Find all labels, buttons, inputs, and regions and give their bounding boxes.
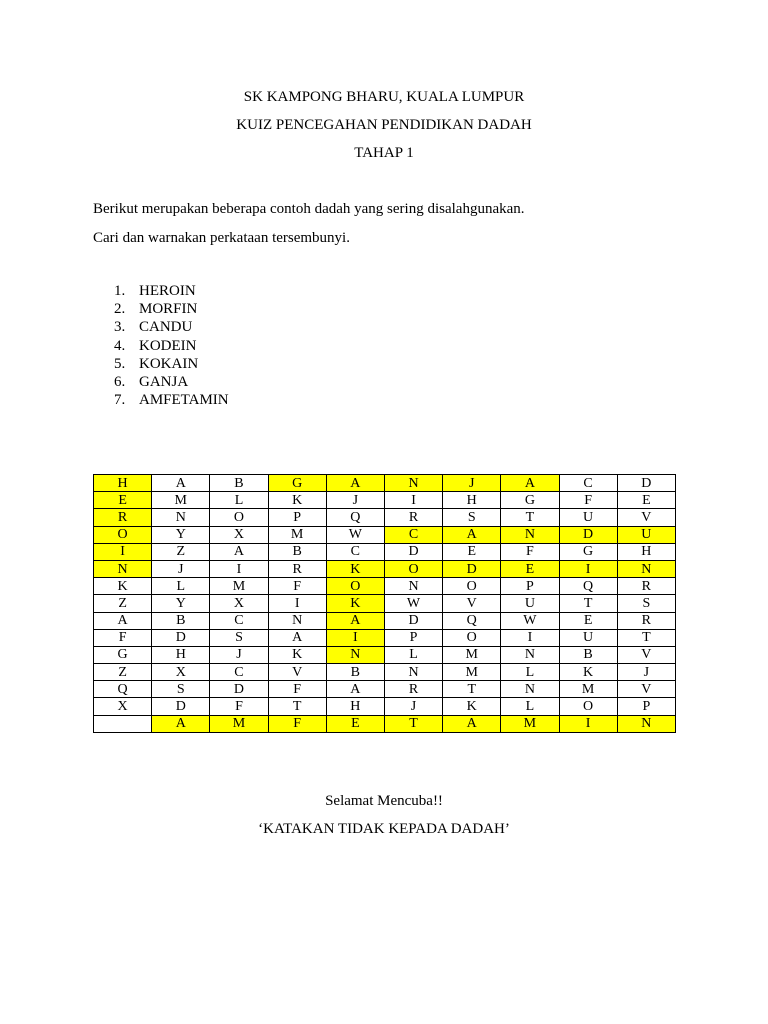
list-word: KOKAIN	[139, 355, 199, 372]
grid-cell: X	[210, 595, 268, 612]
grid-cell: T	[501, 509, 559, 526]
list-item	[93, 282, 229, 300]
grid-cell: J	[210, 646, 268, 663]
grid-cell: J	[326, 492, 384, 509]
grid-cell: F	[268, 715, 326, 732]
list-number: 6.	[114, 373, 126, 390]
grid-row	[94, 698, 676, 715]
grid-cell: A	[326, 475, 384, 492]
grid-cell: L	[152, 578, 210, 595]
grid-cell: D	[210, 681, 268, 698]
grid-row	[94, 664, 676, 681]
list-word: MORFIN	[139, 301, 198, 318]
grid-cell: C	[326, 543, 384, 560]
closing-message: Selamat Mencuba!!	[325, 793, 443, 809]
grid-cell: G	[501, 492, 559, 509]
list-item	[93, 373, 229, 391]
grid-cell: D	[384, 612, 442, 629]
grid-cell: K	[559, 664, 617, 681]
grid-cell: N	[152, 509, 210, 526]
grid-cell: P	[501, 578, 559, 595]
grid-cell: B	[326, 664, 384, 681]
grid-cell: P	[384, 629, 442, 646]
grid-cell: N	[501, 681, 559, 698]
grid-cell: Y	[152, 595, 210, 612]
grid-cell: X	[210, 526, 268, 543]
grid-row	[94, 475, 676, 492]
grid-cell: R	[384, 509, 442, 526]
grid-row	[94, 612, 676, 629]
grid-cell: K	[94, 578, 152, 595]
grid-cell: A	[326, 681, 384, 698]
grid-cell: N	[384, 578, 442, 595]
grid-cell: N	[268, 612, 326, 629]
grid-cell: I	[501, 629, 559, 646]
grid-cell: E	[443, 543, 501, 560]
grid-cell: B	[559, 646, 617, 663]
list-item	[93, 355, 229, 373]
grid-cell: Z	[152, 543, 210, 560]
grid-cell: B	[268, 543, 326, 560]
grid-row	[94, 492, 676, 509]
grid-cell: R	[617, 612, 675, 629]
grid-cell: E	[617, 492, 675, 509]
grid-cell: O	[443, 578, 501, 595]
grid-cell: D	[443, 560, 501, 577]
grid-cell: U	[559, 509, 617, 526]
grid-cell: M	[268, 526, 326, 543]
level-title: TAHAP 1	[354, 145, 414, 161]
grid-cell: A	[268, 629, 326, 646]
intro-line-2: Cari dan warnakan perkataan tersembunyi.	[93, 230, 350, 246]
word-search-grid	[93, 474, 676, 733]
list-word: HEROIN	[139, 283, 196, 299]
grid-cell: I	[384, 492, 442, 509]
grid-cell: N	[617, 715, 675, 732]
grid-row	[94, 646, 676, 663]
grid-cell: E	[94, 492, 152, 509]
grid-cell: M	[210, 578, 268, 595]
grid-cell: K	[268, 646, 326, 663]
grid-cell: A	[443, 715, 501, 732]
grid-cell: N	[94, 560, 152, 577]
grid-cell: K	[326, 560, 384, 577]
quiz-title: KUIZ PENCEGAHAN PENDIDIKAN DADAH	[236, 117, 532, 133]
grid-row	[94, 526, 676, 543]
grid-cell: Q	[94, 681, 152, 698]
grid-cell: M	[559, 681, 617, 698]
intro-line-1: Berikut merupakan beberapa contoh dadah yang sering disalahgunakan.	[93, 201, 525, 217]
grid-cell: J	[384, 698, 442, 715]
grid-cell: K	[268, 492, 326, 509]
grid-row	[94, 578, 676, 595]
grid-cell: D	[559, 526, 617, 543]
grid-row	[94, 509, 676, 526]
list-number: 7.	[114, 392, 126, 409]
grid-cell: T	[617, 629, 675, 646]
grid-cell: C	[384, 526, 442, 543]
grid-cell: S	[210, 629, 268, 646]
grid-cell: O	[326, 578, 384, 595]
list-item	[93, 337, 229, 355]
grid-cell: T	[268, 698, 326, 715]
grid-cell: L	[501, 664, 559, 681]
grid-cell: I	[559, 560, 617, 577]
grid-cell: Y	[152, 526, 210, 543]
school-name: SK KAMPONG BHARU, KUALA LUMPUR	[243, 89, 525, 105]
grid-cell: W	[384, 595, 442, 612]
grid-cell: I	[268, 595, 326, 612]
grid-cell: E	[559, 612, 617, 629]
list-item	[93, 391, 229, 409]
grid-row	[94, 595, 676, 612]
grid-cell: A	[210, 543, 268, 560]
list-number: 5.	[114, 355, 126, 372]
grid-cell: J	[443, 475, 501, 492]
grid-cell: A	[152, 715, 210, 732]
grid-cell: K	[443, 698, 501, 715]
grid-cell: Q	[559, 578, 617, 595]
grid-cell: A	[326, 612, 384, 629]
grid-cell: O	[94, 526, 152, 543]
grid-cell: R	[94, 509, 152, 526]
grid-cell: F	[210, 698, 268, 715]
grid-cell: H	[152, 646, 210, 663]
list-word: AMFETAMIN	[139, 392, 229, 409]
list-number: 1.	[114, 283, 126, 299]
grid-cell: I	[326, 629, 384, 646]
grid-cell: S	[617, 595, 675, 612]
grid-cell: A	[152, 475, 210, 492]
grid-cell: Z	[94, 595, 152, 612]
list-item	[93, 300, 229, 318]
grid-cell: R	[384, 681, 442, 698]
grid-cell: N	[501, 646, 559, 663]
grid-cell: B	[210, 475, 268, 492]
grid-cell: D	[384, 543, 442, 560]
grid-cell: E	[501, 560, 559, 577]
list-number: 4.	[114, 337, 126, 354]
grid-cell: V	[443, 595, 501, 612]
grid-cell: M	[443, 664, 501, 681]
grid-cell: D	[617, 475, 675, 492]
grid-cell: I	[210, 560, 268, 577]
grid-cell: R	[617, 578, 675, 595]
grid-cell: H	[326, 698, 384, 715]
grid-cell: F	[268, 681, 326, 698]
grid-cell: L	[501, 698, 559, 715]
grid-cell: T	[443, 681, 501, 698]
grid-cell: U	[501, 595, 559, 612]
grid-cell: Z	[94, 664, 152, 681]
grid-row	[94, 715, 676, 732]
grid-cell: L	[384, 646, 442, 663]
list-word: CANDU	[139, 319, 193, 336]
grid-cell: N	[326, 646, 384, 663]
grid-cell: D	[152, 698, 210, 715]
grid-row	[94, 681, 676, 698]
grid-cell: J	[152, 560, 210, 577]
grid-cell: A	[501, 475, 559, 492]
grid-cell: M	[443, 646, 501, 663]
grid-cell: F	[501, 543, 559, 560]
grid-cell: O	[559, 698, 617, 715]
grid-cell: N	[384, 664, 442, 681]
grid-cell: I	[559, 715, 617, 732]
grid-cell: F	[94, 629, 152, 646]
grid-cell: X	[152, 664, 210, 681]
list-word: GANJA	[139, 373, 189, 390]
list-word: KODEIN	[139, 337, 197, 354]
grid-row	[94, 543, 676, 560]
grid-cell: X	[94, 698, 152, 715]
grid-cell: K	[326, 595, 384, 612]
grid-cell: G	[559, 543, 617, 560]
grid-cell: U	[617, 526, 675, 543]
grid-cell: G	[94, 646, 152, 663]
grid-cell: N	[384, 475, 442, 492]
grid-cell: C	[559, 475, 617, 492]
grid-cell: M	[210, 715, 268, 732]
grid-cell: I	[94, 543, 152, 560]
list-number: 2.	[114, 301, 126, 318]
grid-row	[94, 629, 676, 646]
grid-cell: E	[326, 715, 384, 732]
grid-cell: D	[152, 629, 210, 646]
grid-cell: V	[268, 664, 326, 681]
grid-cell: F	[559, 492, 617, 509]
grid-cell: L	[210, 492, 268, 509]
grid-cell: O	[210, 509, 268, 526]
grid-cell: A	[443, 526, 501, 543]
grid-cell: J	[617, 664, 675, 681]
grid-cell: N	[617, 560, 675, 577]
grid-cell: W	[326, 526, 384, 543]
grid-cell: W	[501, 612, 559, 629]
grid-cell: M	[501, 715, 559, 732]
grid-cell: V	[617, 646, 675, 663]
grid-cell: H	[617, 543, 675, 560]
grid-cell: V	[617, 681, 675, 698]
grid-cell: V	[617, 509, 675, 526]
grid-cell	[94, 715, 152, 732]
grid-cell: M	[152, 492, 210, 509]
grid-cell: F	[268, 578, 326, 595]
grid-cell: B	[152, 612, 210, 629]
grid-cell: O	[384, 560, 442, 577]
grid-cell: O	[443, 629, 501, 646]
grid-cell: P	[617, 698, 675, 715]
grid-cell: S	[152, 681, 210, 698]
list-number: 3.	[114, 319, 126, 336]
slogan: ‘KATAKAN TIDAK KEPADA DADAH’	[258, 821, 510, 837]
grid-cell: S	[443, 509, 501, 526]
grid-cell: T	[559, 595, 617, 612]
grid-cell: A	[94, 612, 152, 629]
list-item	[93, 318, 229, 336]
grid-cell: T	[384, 715, 442, 732]
grid-cell: G	[268, 475, 326, 492]
grid-cell: N	[501, 526, 559, 543]
grid-cell: C	[210, 664, 268, 681]
grid-cell: P	[268, 509, 326, 526]
grid-row	[94, 560, 676, 577]
grid-cell: Q	[443, 612, 501, 629]
word-list	[93, 282, 229, 409]
grid-cell: Q	[326, 509, 384, 526]
grid-cell: R	[268, 560, 326, 577]
grid-cell: H	[94, 475, 152, 492]
grid-cell: C	[210, 612, 268, 629]
grid-cell: H	[443, 492, 501, 509]
grid-cell: U	[559, 629, 617, 646]
